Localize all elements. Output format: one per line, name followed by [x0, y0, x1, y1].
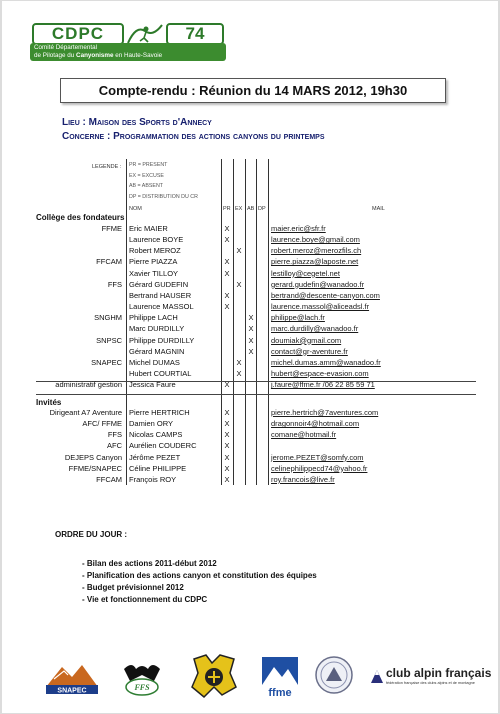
status-pr: X — [224, 257, 230, 267]
member-name: Pierre HERTRICH — [129, 408, 190, 417]
ffs-logo — [120, 659, 164, 699]
member-name: Laurence BOYE — [129, 235, 184, 245]
member-name: Jessica Faure — [129, 380, 176, 390]
organization-cell: FFS — [107, 279, 122, 289]
member-name: Philippe DURDILLY — [129, 335, 195, 345]
caf-mountain-icon — [370, 667, 384, 685]
member-name: Céline PHILIPPE — [129, 463, 187, 473]
email-link[interactable]: contact@gr-aventure.fr — [271, 346, 348, 356]
status-ex: X — [236, 357, 242, 367]
member-name: Eric MAIER — [129, 224, 168, 233]
col-ab: AB — [247, 206, 255, 212]
email-link[interactable]: roy.francois@live.fr — [271, 474, 335, 484]
organization-cell: Dirigeant A7 Aventure — [49, 408, 122, 417]
email-link[interactable]: bertrand@descente-canyon.com — [271, 290, 380, 300]
email-link[interactable]: marc.durdilly@wanadoo.fr — [271, 324, 359, 334]
ordre-item: - Planification des actions canyon et constitution des équipes — [82, 571, 317, 580]
member-name: Philippe LACH — [129, 313, 178, 323]
status-pr: X — [224, 224, 230, 233]
member-name: Laurence MASSOL — [129, 302, 194, 312]
email-link[interactable]: maier.eric@sfr.fr — [271, 224, 326, 233]
organization-cell: AFC/ FFME — [82, 419, 122, 429]
email-link[interactable]: laurence.massol@aliceadsl.fr — [271, 302, 370, 312]
seal-logo — [314, 653, 354, 697]
status-pr: X — [224, 268, 230, 278]
logo-line2: de Pilotage du Canyonisme en Haute-Savoie — [34, 52, 163, 59]
col-dp: DP — [258, 206, 266, 212]
ordre-item: - Vie et fonctionnement du CDPC — [82, 595, 208, 604]
status-pr: X — [224, 235, 230, 245]
ffme-logo — [260, 655, 300, 699]
organization-cell: DEJEPS Canyon — [64, 452, 122, 462]
email-link[interactable]: philippe@lach.fr — [271, 313, 325, 323]
member-name: Xavier TILLOY — [129, 268, 179, 278]
status-pr: X — [224, 463, 230, 473]
member-name: Marc DURDILLY — [129, 324, 185, 334]
email-link[interactable]: j.faure@ffme.fr /06 22 85 59 71 — [271, 380, 375, 390]
organization-cell: FFS — [107, 430, 122, 440]
organization-cell: FFCAM — [96, 257, 122, 267]
concerne-line: Concerne : Programmation des actions canyons du printemps — [62, 131, 325, 142]
member-name: Jérôme PEZET — [129, 452, 181, 462]
ordre-item: - Budget prévisionnel 2012 — [82, 583, 184, 592]
status-pr: X — [224, 452, 230, 462]
email-link[interactable]: doumiak@gmail.com — [271, 335, 342, 345]
email-link[interactable]: dragonnoir4@hotmail.com — [271, 419, 360, 429]
ffs-text: FFS — [134, 683, 150, 692]
status-pr: X — [224, 408, 230, 417]
snapec-text: SNAPEC — [57, 687, 87, 695]
email-link[interactable]: pierre.hertrich@7aventures.com — [271, 408, 379, 417]
member-name: Nicolas CAMPS — [129, 430, 183, 440]
organization-cell: FFME — [101, 224, 122, 233]
status-pr: X — [224, 380, 230, 390]
ordre-item: - Bilan des actions 2011-début 2012 — [82, 559, 217, 568]
col-pr: PR — [223, 206, 231, 212]
organization-cell: SNPSC — [96, 335, 122, 345]
status-ex: X — [236, 368, 242, 378]
email-link[interactable]: michel.dumas.amm@wanadoo.fr — [271, 357, 381, 367]
organization-cell: SNAPEC — [91, 357, 122, 367]
logo-line1: Comité Départemental — [34, 44, 97, 51]
organization-cell: SNGHM — [94, 313, 122, 323]
document-page — [2, 1, 498, 713]
legend-label: LEGENDE : — [92, 164, 122, 170]
section-invites: Invités — [36, 398, 62, 407]
col-mail: MAIL — [372, 206, 385, 212]
snapec-logo — [42, 661, 102, 695]
member-name: Gérard GUDEFIN — [129, 279, 189, 289]
member-name: Damien ORY — [129, 419, 174, 429]
lieu-line: Lieu : Maison des Sports d'Annecy — [62, 117, 212, 128]
caf-logo — [370, 665, 492, 695]
logo-number: 74 — [166, 23, 224, 45]
status-pr: X — [224, 474, 230, 484]
organization-cell: FFCAM — [96, 474, 122, 484]
email-link[interactable]: pierre.piazza@laposte.net — [271, 257, 359, 267]
logo-letters: CDPC — [32, 23, 124, 45]
member-name: Aurélien COUDERC — [129, 441, 197, 451]
email-link[interactable]: jerome.PEZET@somfy.com — [271, 452, 364, 462]
section-fondateurs: Collège des fondateurs — [36, 213, 125, 222]
attendance-table — [2, 1, 498, 713]
email-link[interactable]: robert.meroz@merozfils.ch — [271, 246, 362, 256]
ffme-text: ffme — [268, 687, 292, 699]
email-link[interactable]: gerard.gudefin@wanadoo.fr — [271, 279, 365, 289]
member-name: Bertrand HAUSER — [129, 290, 192, 300]
snpsc-logo — [186, 651, 242, 701]
legend-list: PR = PRESENT EX = EXCUSE AB = ABSENT DP = DISTRIBUTION DU CR — [129, 162, 198, 200]
member-name: François ROY — [129, 474, 177, 484]
member-name: Robert MEROZ — [129, 246, 181, 256]
organization-cell: FFME/SNAPEC — [68, 463, 122, 473]
email-link[interactable]: hubert@espace-evasion.com — [271, 368, 369, 378]
email-link[interactable]: celinephilippecd74@yahoo.fr — [271, 463, 368, 473]
status-ab: X — [248, 335, 254, 345]
status-ab: X — [248, 313, 254, 323]
email-link[interactable]: laurence.boye@gmail.com — [271, 235, 360, 245]
email-link[interactable]: comane@hotmail.fr — [271, 430, 337, 440]
member-name: Michel DUMAS — [129, 357, 180, 367]
status-pr: X — [224, 419, 230, 429]
organization-cell: AFC — [107, 441, 122, 451]
member-name: Hubert COURTIAL — [129, 368, 192, 378]
col-nom: NOM — [129, 206, 142, 212]
member-name: Pierre PIAZZA — [129, 257, 178, 267]
status-pr: X — [224, 430, 230, 440]
email-link[interactable]: lestilloy@cegetel.net — [271, 268, 340, 278]
status-ab: X — [248, 324, 254, 334]
status-pr: X — [224, 290, 230, 300]
member-name: Gérard MAGNIN — [129, 346, 185, 356]
caf-name: club alpin français — [386, 666, 492, 680]
status-ab: X — [248, 346, 254, 356]
organization-cell: administratif gestion — [55, 380, 122, 390]
ordre-title: ORDRE DU JOUR : — [55, 530, 128, 539]
status-pr: X — [224, 302, 230, 312]
caf-sub: fédération française des clubs alpins et de montagne — [386, 681, 475, 685]
col-ex: EX — [235, 206, 243, 212]
page-title: Compte-rendu : Réunion du 14 MARS 2012, 19h30 — [60, 78, 446, 103]
status-ex: X — [236, 279, 242, 289]
status-ex: X — [236, 246, 242, 256]
status-pr: X — [224, 441, 230, 451]
